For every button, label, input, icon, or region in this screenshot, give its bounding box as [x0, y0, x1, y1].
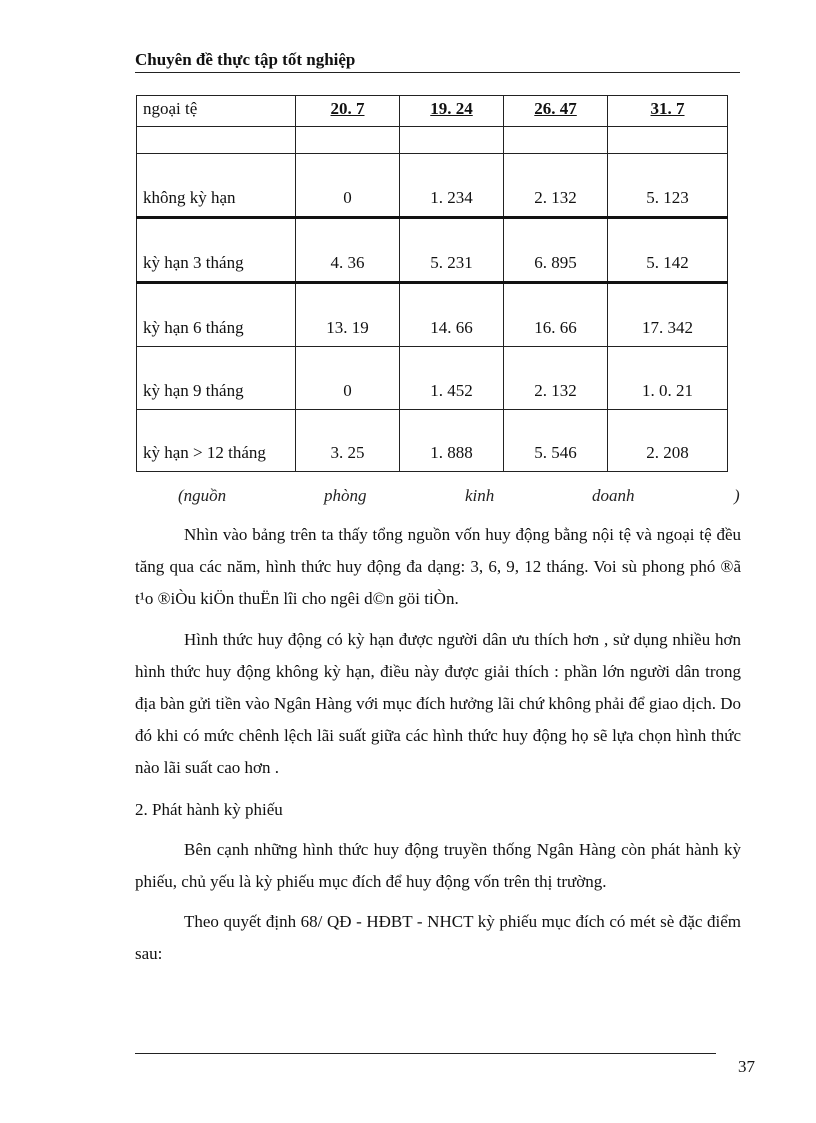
- table-cell: 1. 888: [400, 410, 504, 472]
- page-header: Chuyên đề thực tập tốt nghiệp: [135, 50, 740, 73]
- table-cell: 16. 66: [504, 283, 608, 347]
- table-cell-label: kỳ hạn 9 tháng: [137, 347, 296, 410]
- table-cell: 1. 234: [400, 154, 504, 218]
- table-source-note: [136, 486, 756, 506]
- table-header-cell: [296, 96, 400, 127]
- table-cell: 14. 66: [400, 283, 504, 347]
- table-cell-label: kỳ hạn 3 tháng: [137, 218, 296, 283]
- table-row: [137, 283, 728, 347]
- header-value: 20. 7: [330, 99, 365, 118]
- table-cell: 1. 0. 21: [608, 347, 728, 410]
- table-cell: [400, 127, 504, 154]
- header-value: 19. 24: [430, 99, 473, 118]
- table-cell: 2. 208: [608, 410, 728, 472]
- source-word: phòng: [324, 486, 367, 505]
- table-cell: [137, 127, 296, 154]
- table-header-cell: [400, 96, 504, 127]
- table-blank-row: [137, 127, 728, 154]
- table-cell: 17. 342: [608, 283, 728, 347]
- table-cell-label: ngoại tệ: [137, 96, 296, 127]
- paragraph-3: Bên cạnh những hình thức huy động truyền thống Ngân Hàng còn phát hành kỳ phiếu, chủ yếu là kỳ phiếu mục đích để huy động vốn trên thị trường.: [135, 840, 741, 891]
- table-cell: 3. 25: [296, 410, 400, 472]
- table-cell-label: kỳ hạn > 12 tháng: [137, 410, 296, 472]
- table-cell: 1. 452: [400, 347, 504, 410]
- source-word: kinh: [465, 486, 495, 505]
- table-cell-label: không kỳ hạn: [137, 154, 296, 218]
- table-row: [137, 154, 728, 218]
- table-header-cell: [608, 96, 728, 127]
- table-cell: 5. 231: [400, 218, 504, 283]
- table-cell: [608, 127, 728, 154]
- table-header-cell: [504, 96, 608, 127]
- section-heading: 2. Phát hành kỳ phiếu: [135, 800, 283, 819]
- table-cell: 6. 895: [504, 218, 608, 283]
- table-cell: 0: [296, 347, 400, 410]
- header-value: 26. 47: [534, 99, 577, 118]
- source-word: doanh: [592, 486, 635, 505]
- deposit-table: [136, 95, 728, 472]
- table-cell: 0: [296, 154, 400, 218]
- table-cell: 5. 123: [608, 154, 728, 218]
- table-row: [137, 218, 728, 283]
- table-row: [137, 347, 728, 410]
- paragraph-1: Nhìn vào bảng trên ta thấy tổng nguồn vốn huy động bằng nội tệ và ngoại tệ đều tăng qua các năm, hình thức huy động đa dạng: 3, 6, 9, 12 tháng. Voi sù phong phó ®ã t¹o ®iÒu kiÖn thuËn lîi cho ngêi d©n göi tiÒn.: [135, 525, 741, 608]
- table-cell: [504, 127, 608, 154]
- table-cell: 13. 19: [296, 283, 400, 347]
- header-value: 31. 7: [650, 99, 685, 118]
- source-word: (nguồn: [178, 486, 227, 505]
- table-row: [137, 410, 728, 472]
- table-cell: 2. 132: [504, 347, 608, 410]
- table-cell: 5. 546: [504, 410, 608, 472]
- paragraph-2: Hình thức huy động có kỳ hạn được người dân ưu thích hơn , sử dụng nhiều hơn hình thức huy động không kỳ hạn, điều này được giải thích : phần lớn người dân trong địa bàn gửi tiền vào Ngân Hàng với mục đích hưởng lãi chứ không phải để giao dịch. Do đó khi có mức chênh lệch lãi suất giữa các hình thức huy động họ sẽ lựa chọn hình thức nào lãi suất cao hơn .: [135, 630, 742, 777]
- table-cell: 4. 36: [296, 218, 400, 283]
- table-cell: 5. 142: [608, 218, 728, 283]
- table-cell: [296, 127, 400, 154]
- source-word: ): [734, 486, 740, 505]
- page-number: 37: [738, 1057, 755, 1076]
- table-header-row: [137, 96, 728, 127]
- paragraph-4: Theo quyết định 68/ QĐ - HĐBT - NHCT kỳ phiếu mục đích có mét sè đặc điểm sau:: [135, 912, 741, 963]
- table-cell: 2. 132: [504, 154, 608, 218]
- footer-divider: [135, 1053, 716, 1054]
- table-cell-label: kỳ hạn 6 tháng: [137, 283, 296, 347]
